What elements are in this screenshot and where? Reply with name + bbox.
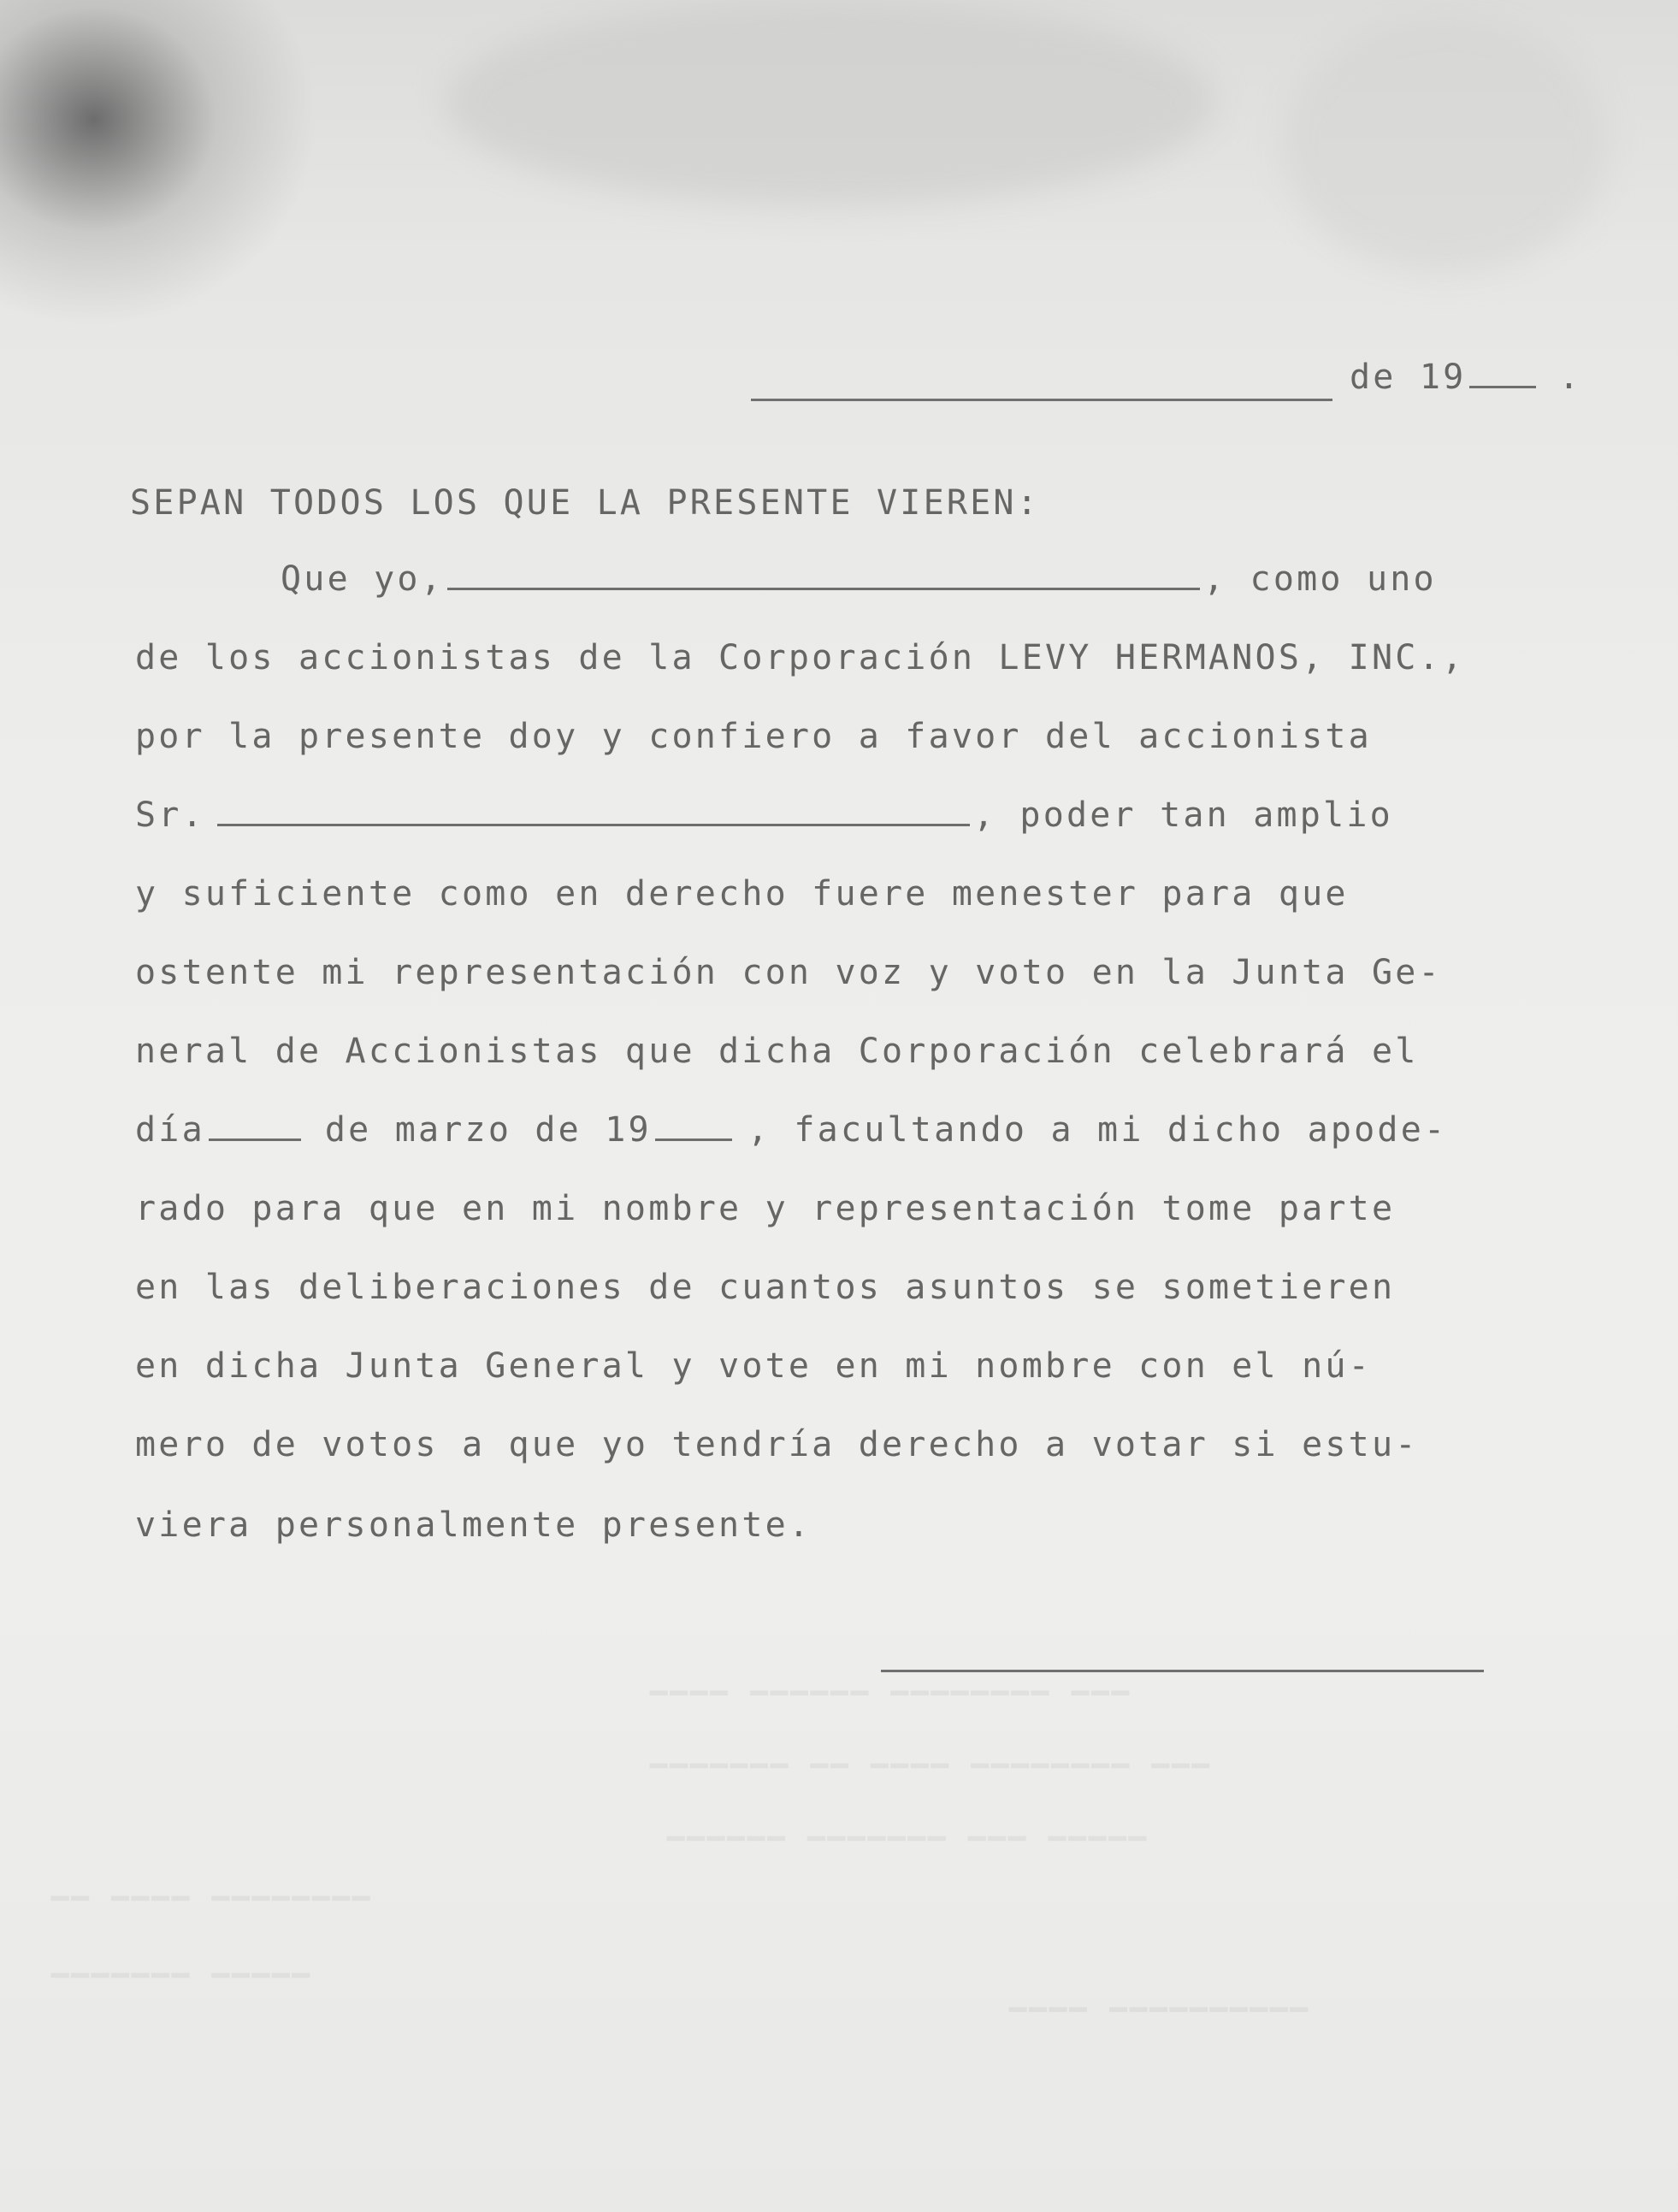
- day-blank: [209, 1139, 301, 1141]
- body-line-11: en dicha Junta General y vote en mi nombre con el nú-: [135, 1346, 1372, 1386]
- name-blank: [447, 588, 1200, 590]
- bleed-through-4: ━━ ━━━━ ━━━━━━━━: [51, 1882, 373, 1916]
- body-line-2: de los accionistas de la Corporación LEVY HERMANOS, INC.,: [135, 638, 1466, 677]
- year-blank: [1469, 386, 1536, 388]
- body-line-9: rado para que en mi nombre y representación tome parte: [135, 1189, 1396, 1228]
- bleed-through-5: ━━━━━━━ ━━━━━: [51, 1959, 313, 1993]
- bleed-through-3: ━━━━━━ ━━━━━━━ ━━━ ━━━━━: [667, 1822, 1149, 1856]
- body-line-1: Que yo, , como uno: [281, 559, 1437, 599]
- bleed-through-2: ━━━━━━━ ━━ ━━━━ ━━━━━━━━ ━━━: [650, 1749, 1213, 1783]
- document-heading: SEPAN TODOS LOS QUE LA PRESENTE VIEREN:: [130, 483, 1040, 523]
- body-line-8: día de marzo de 19 , facultando a mi dicho apode-: [135, 1110, 1448, 1150]
- meeting-year-blank: [655, 1139, 732, 1141]
- date-blank: [751, 399, 1332, 401]
- attorney-blank: [217, 824, 970, 826]
- date-de-label: de 19: [1350, 358, 1467, 397]
- signature-line: [881, 1670, 1484, 1672]
- date-period: .: [1558, 358, 1582, 397]
- top-smudge: [445, 0, 1214, 205]
- body-line-4: Sr. , poder tan amplio: [135, 795, 1393, 835]
- body-line-7: neral de Accionistas que dicha Corporación celebrará el: [135, 1032, 1419, 1071]
- body-line-3: por la presente doy y confiero a favor del accionista: [135, 717, 1372, 756]
- right-smudge: [1283, 17, 1608, 274]
- body-line-6: ostente mi representación con voz y voto en la Junta Ge-: [135, 953, 1442, 992]
- body-line-5: y suficiente como en derecho fuere menester para que: [135, 874, 1349, 914]
- bleed-through-6: ━━━━ ━━━━━━━━━━: [1009, 1993, 1311, 2027]
- bleed-through-1: ━━━━ ━━━━━━ ━━━━━━━━ ━━━: [650, 1677, 1132, 1711]
- body-line-12: mero de votos a que yo tendría derecho a votar si estu-: [135, 1425, 1419, 1464]
- body-line-13: viera personalmente presente.: [135, 1505, 812, 1545]
- date-line: [1350, 358, 1582, 397]
- body-line-10: en las deliberaciones de cuantos asuntos se sometieren: [135, 1268, 1396, 1307]
